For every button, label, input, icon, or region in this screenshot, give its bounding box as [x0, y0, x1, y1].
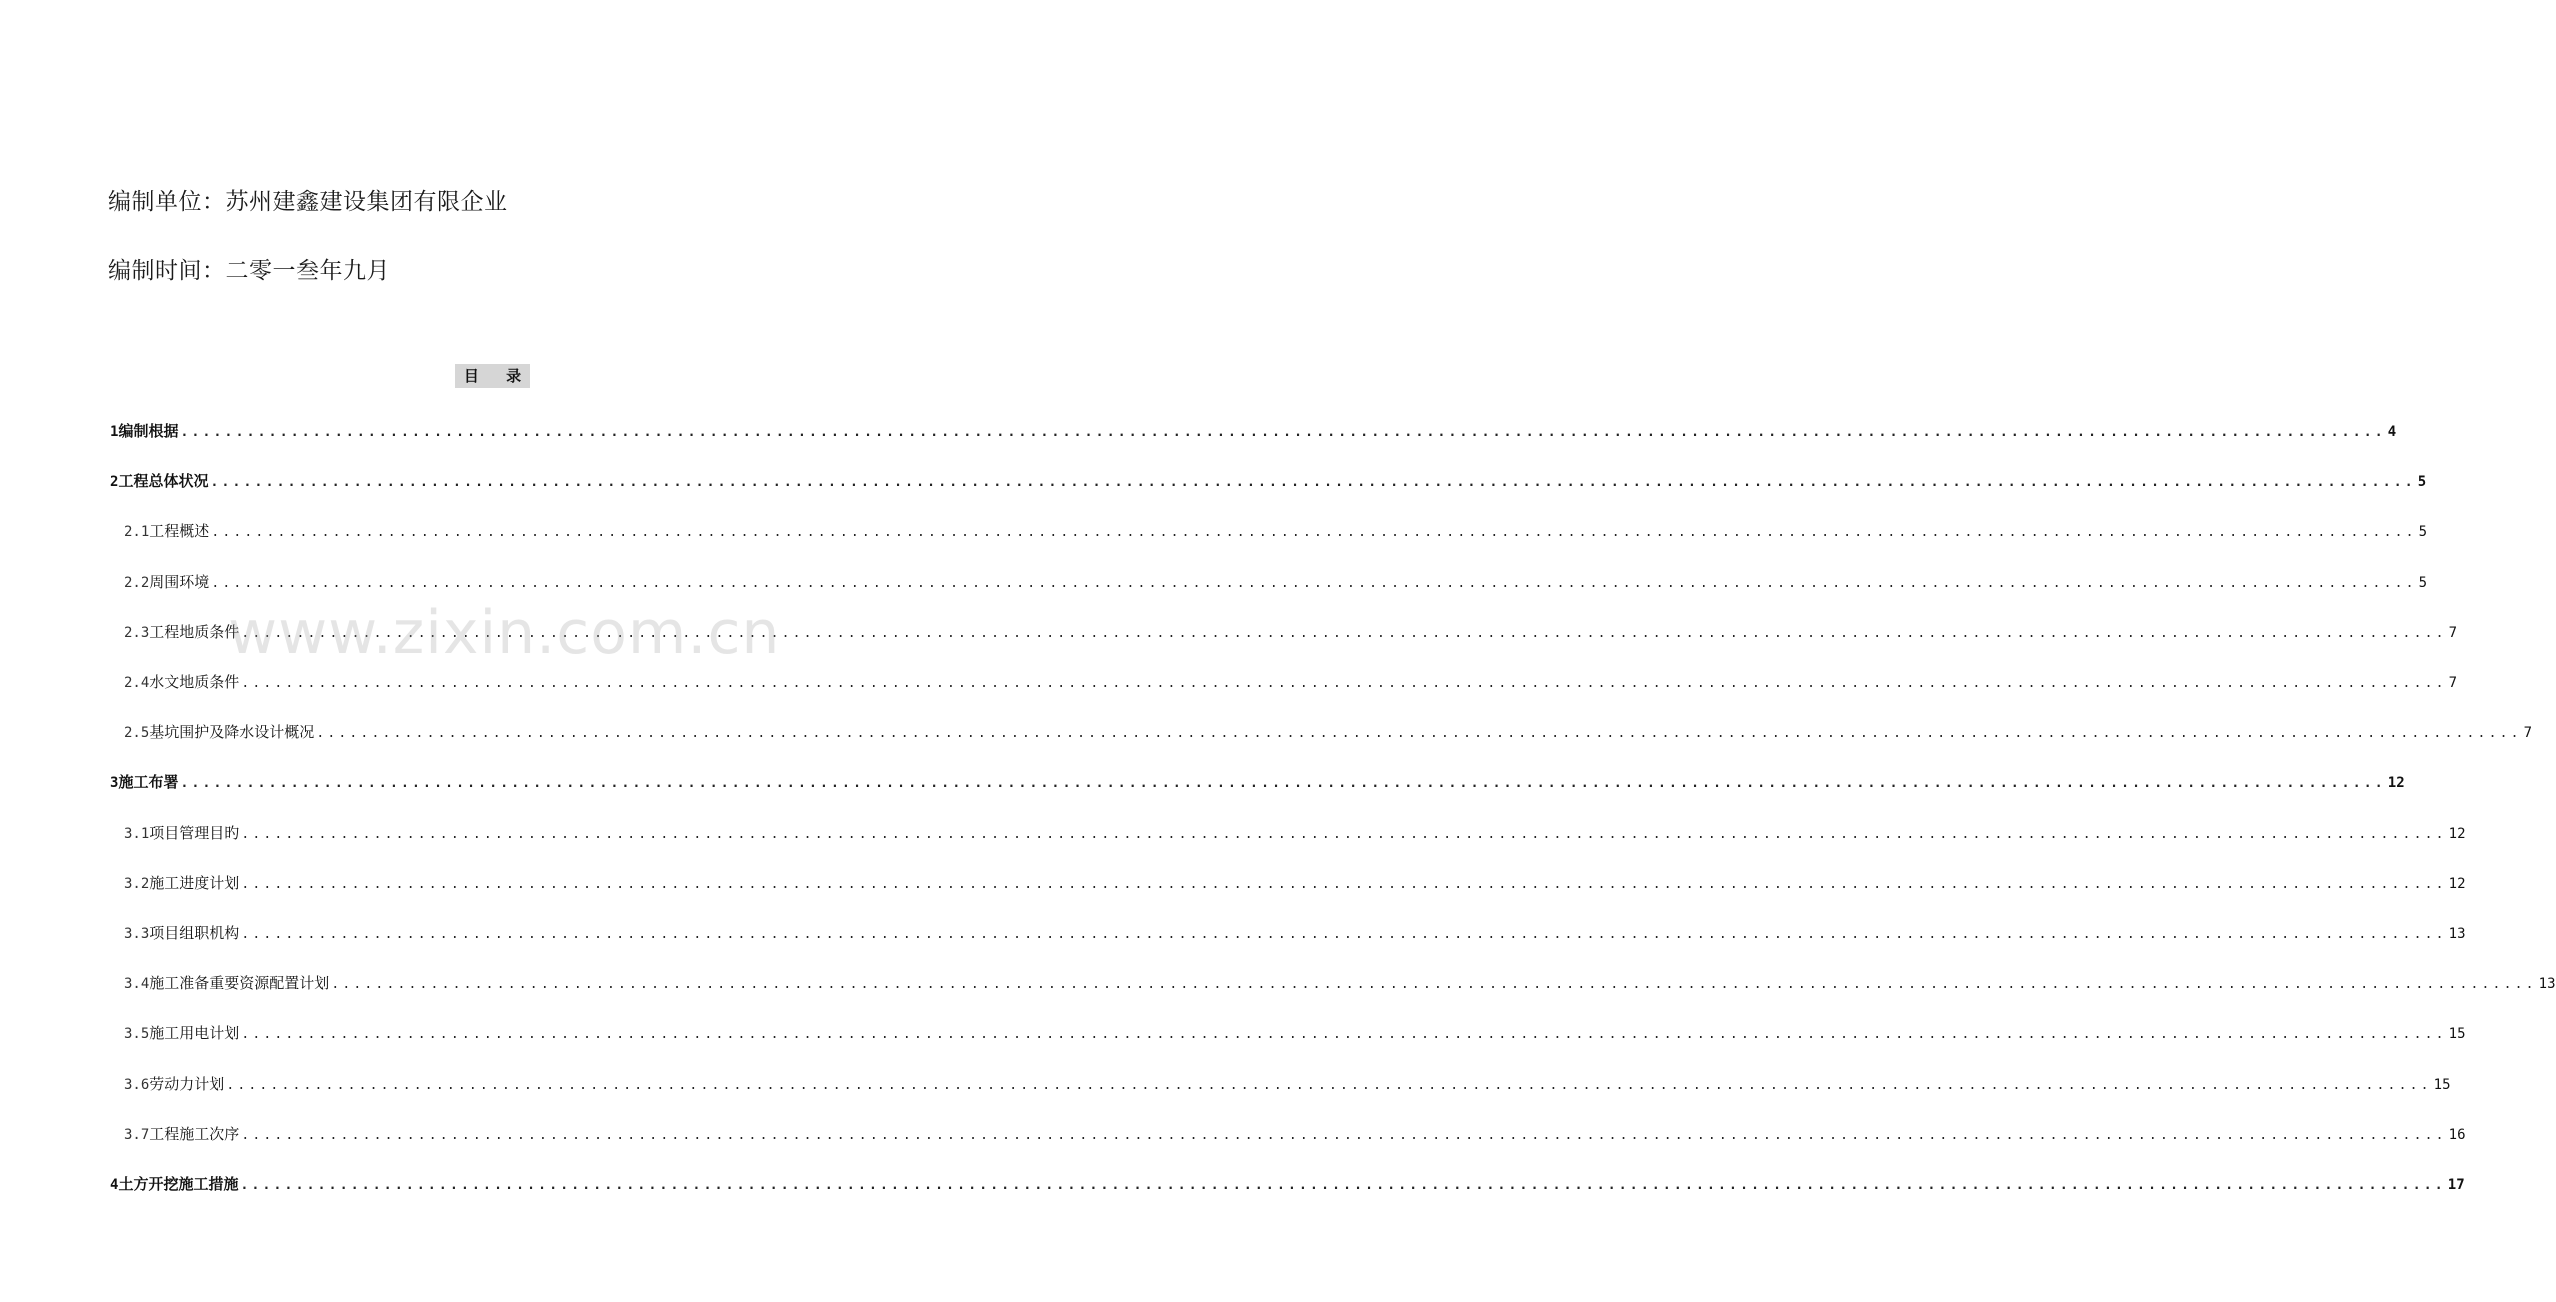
toc-entry[interactable]: [124, 571, 2428, 593]
toc-entry-page: 5: [2418, 524, 2428, 540]
toc-entry-number: 3.1: [124, 826, 150, 842]
toc-entry[interactable]: [124, 721, 2533, 743]
toc-entry-label: 水文地质条件: [149, 673, 240, 691]
toc-entry-number: 2.1: [124, 524, 150, 540]
compiling-unit: 编制单位：苏州建鑫建设集团有限企业: [108, 189, 508, 215]
toc-entry-page: 7: [2448, 625, 2458, 641]
compiling-date: 编制时间：二零一叁年九月: [108, 258, 390, 284]
toc-entry-page: 4: [2387, 424, 2397, 440]
toc-entry-number: 2.3: [124, 625, 150, 641]
toc-entry[interactable]: [124, 922, 2466, 944]
toc-entry-page: 12: [2448, 826, 2466, 842]
toc-entry-number: 3.4: [124, 976, 150, 992]
toc-entry[interactable]: [124, 872, 2466, 894]
toc-leader-dots: ........................................................................................................................................................................................................: [331, 977, 2537, 992]
toc-leader-dots: ........................................................................................................................................................................................................: [241, 626, 2447, 641]
toc-entry[interactable]: [110, 420, 2397, 442]
toc-entry-number: 3.2: [124, 876, 150, 892]
toc-entry-label: 施工布署: [118, 773, 179, 791]
toc-leader-dots: ........................................................................................................................................................................................................: [180, 776, 2386, 791]
toc-entry-number: 2.4: [124, 675, 150, 691]
toc-entry-page: 5: [2417, 474, 2427, 490]
toc-entry[interactable]: [124, 520, 2428, 542]
toc-entry-label: 工程施工次序: [149, 1125, 240, 1143]
toc-entry[interactable]: [124, 671, 2458, 693]
toc-entry[interactable]: [124, 822, 2466, 844]
toc-entry-number: 3.5: [124, 1026, 150, 1042]
toc-entry[interactable]: [110, 1173, 2465, 1195]
toc-leader-dots: ........................................................................................................................................................................................................: [241, 827, 2447, 842]
toc-entry-page: 13: [2448, 926, 2466, 942]
toc-entry-label: 施工进度计划: [149, 874, 240, 892]
toc-leader-dots: ........................................................................................................................................................................................................: [211, 525, 2417, 540]
toc-leader-dots: ........................................................................................................................................................................................................: [241, 877, 2447, 892]
toc-entry-label: 施工准备重要资源配置计划: [149, 974, 330, 992]
toc-entry[interactable]: [124, 1073, 2451, 1095]
toc-leader-dots: ........................................................................................................................................................................................................: [211, 576, 2417, 591]
toc-leader-dots: ........................................................................................................................................................................................................: [241, 676, 2447, 691]
toc-entry[interactable]: [124, 1123, 2466, 1145]
toc-entry-page: 12: [2448, 876, 2466, 892]
toc-leader-dots: ........................................................................................................................................................................................................: [180, 425, 2386, 440]
toc-entry-page: 5: [2418, 575, 2428, 591]
toc-leader-dots: ........................................................................................................................................................................................................: [241, 1128, 2447, 1143]
toc-entry-number: 4: [110, 1177, 119, 1193]
toc-entry-page: 16: [2448, 1127, 2466, 1143]
toc-entry-page: 15: [2433, 1077, 2451, 1093]
toc-leader-dots: ........................................................................................................................................................................................................: [240, 1178, 2446, 1193]
toc-entry-number: 1: [110, 424, 119, 440]
toc-entry[interactable]: [124, 972, 2556, 994]
toc-entry-number: 3: [110, 775, 119, 791]
toc-entry-page: 17: [2447, 1177, 2465, 1193]
toc-entry-label: 工程总体状况: [118, 472, 209, 490]
toc-leader-dots: ........................................................................................................................................................................................................: [226, 1078, 2432, 1093]
toc-entry-label: 施工用电计划: [149, 1024, 240, 1042]
toc-leader-dots: ........................................................................................................................................................................................................: [241, 927, 2447, 942]
watermark: www.zixin.com.cn: [228, 598, 781, 668]
toc-entry-number: 2.2: [124, 575, 150, 591]
toc-entry-label: 周围环境: [149, 573, 210, 591]
toc-entry-number: 3.3: [124, 926, 150, 942]
toc-leader-dots: ........................................................................................................................................................................................................: [316, 726, 2522, 741]
toc-entry-number: 2: [110, 474, 119, 490]
toc-leader-dots: ........................................................................................................................................................................................................: [241, 1027, 2447, 1042]
toc-entry[interactable]: [110, 470, 2427, 492]
toc-entry-page: 7: [2448, 675, 2458, 691]
toc-entry[interactable]: [124, 621, 2458, 643]
toc-entry-label: 工程概述: [149, 522, 210, 540]
toc-entry-label: 编制根据: [118, 422, 179, 440]
toc-entry[interactable]: [110, 771, 2405, 793]
toc-entry-label: 土方开挖施工措施: [118, 1175, 239, 1193]
toc-leader-dots: ........................................................................................................................................................................................................: [210, 475, 2416, 490]
toc-entry-label: 项目组职机构: [149, 924, 240, 942]
toc-entry-label: 工程地质条件: [149, 623, 240, 641]
toc-entry-page: 15: [2448, 1026, 2466, 1042]
toc-entry-page: 7: [2523, 725, 2533, 741]
toc-entry-page: 12: [2387, 775, 2405, 791]
toc-entry-label: 项目管理目旳: [149, 824, 240, 842]
toc-entry[interactable]: [124, 1022, 2466, 1044]
toc-entry-label: 基坑围护及降水设计概况: [149, 723, 315, 741]
toc-entry-number: 3.7: [124, 1127, 150, 1143]
toc-entry-number: 3.6: [124, 1077, 150, 1093]
toc-entry-page: 13: [2538, 976, 2556, 992]
toc-entry-number: 2.5: [124, 725, 150, 741]
toc-entry-label: 劳动力计划: [149, 1075, 225, 1093]
toc-title: 目 录: [455, 364, 530, 388]
